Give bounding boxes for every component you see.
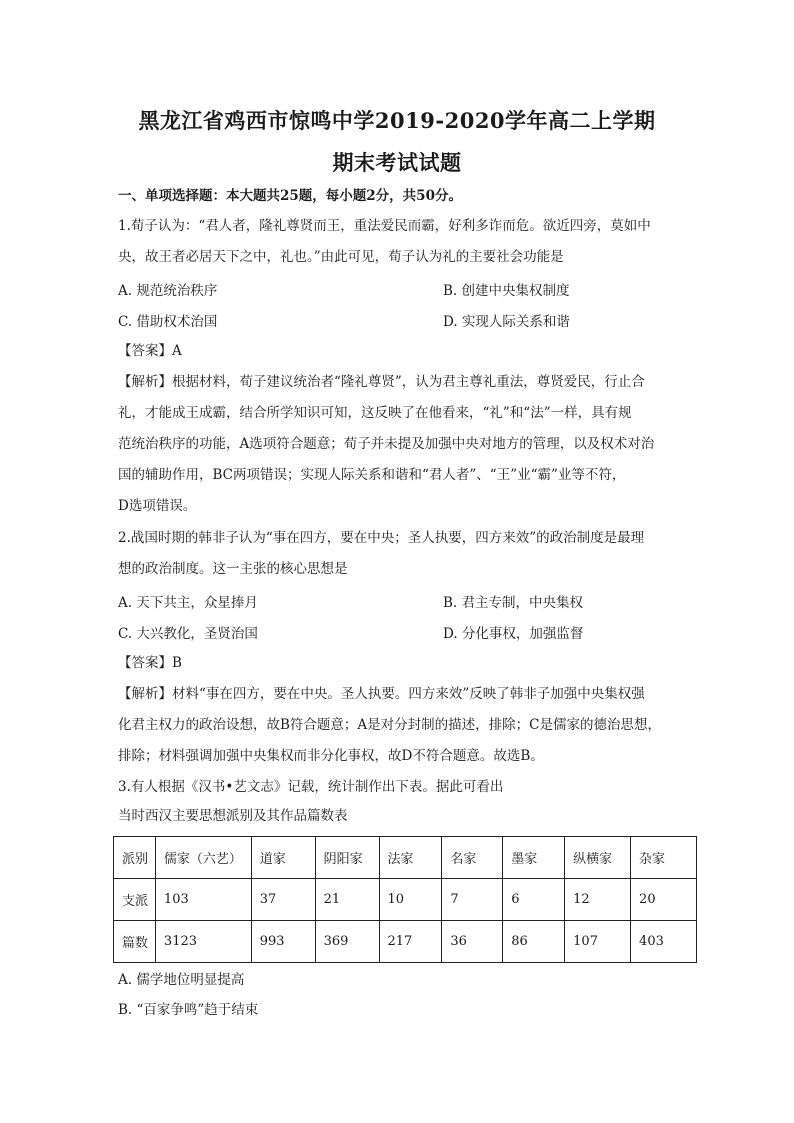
table-cell: 37 [251, 879, 315, 921]
q3-option-b: B. “百家争鸣”趋于结束 [118, 1002, 259, 1018]
q3-table-caption: 当时西汉主要思想派别及其作品篇数表 [118, 808, 348, 824]
table-cell: 阴阳家 [315, 837, 379, 879]
q2-answer: 【答案】B [118, 655, 182, 671]
q1-stem-line: 央，故王者必居天下之中，礼也。”由此可见，荀子认为礼的主要社会功能是 [118, 249, 564, 265]
table-cell: 10 [379, 879, 442, 921]
table-cell: 6 [503, 879, 565, 921]
table-cell: 369 [315, 921, 379, 963]
table-cell: 法家 [379, 837, 442, 879]
q3-stem: 3.有人根据《汉书•艺文志》记载，统计制作出下表。据此可看出 [118, 779, 504, 795]
table-cell: 20 [631, 879, 697, 921]
q1-option-c: C. 借助权术治国 [118, 314, 218, 330]
table-cell: 纵横家 [565, 837, 631, 879]
table-cell: 墨家 [503, 837, 565, 879]
q2-stem-line: 2.战国时期的韩非子认为“事在四方，要在中央；圣人执要，四方来效”的政治制度是最理 [118, 530, 645, 546]
q2-option-c: C. 大兴教化，圣贤治国 [118, 626, 258, 642]
table-cell: 21 [315, 879, 379, 921]
table-cell: 支派 [114, 879, 156, 921]
table-cell: 403 [631, 921, 697, 963]
table-cell: 杂家 [631, 837, 697, 879]
table-cell: 86 [503, 921, 565, 963]
q2-analysis-line: 【解析】材料“事在四方，要在中央。圣人执要。四方来效”反映了韩非子加强中央集权强 [118, 686, 645, 702]
table-header-row [114, 837, 697, 879]
q1-analysis-line: 范统治秩序的功能，A选项符合题意；荀子并未提及加强中央对地方的管理，以及权术对治 [118, 436, 655, 452]
table-cell: 名家 [442, 837, 503, 879]
table-cell: 12 [565, 879, 631, 921]
q1-option-b: B. 创建中央集权制度 [443, 283, 570, 299]
q2-stem-line: 想的政治制度。这一主张的核心思想是 [118, 561, 348, 577]
exam-title-line1: 黑龙江省鸡西市惊鸣中学2019-2020学年高二上学期 [138, 108, 656, 133]
exam-title-line2: 期末考试试题 [332, 150, 462, 175]
q2-analysis-line: 排除；材料强调加强中央集权而非分化事权，故D不符合题意。故选B。 [118, 748, 544, 764]
q1-analysis-line: D选项错误。 [118, 498, 197, 514]
table-cell: 107 [565, 921, 631, 963]
q2-option-b: B. 君主专制，中央集权 [443, 595, 584, 611]
q1-option-a: A. 规范统治秩序 [118, 283, 218, 299]
table-row [114, 921, 697, 963]
table-cell: 217 [379, 921, 442, 963]
q1-option-d: D. 实现人际关系和谐 [443, 314, 570, 330]
table-cell: 993 [251, 921, 315, 963]
q1-analysis-line: 国的辅助作用，BC两项错误；实现人际关系和谐和“君人者”、“王”业“霸”业等不符， [118, 467, 626, 483]
table-cell: 36 [442, 921, 503, 963]
q1-answer: 【答案】A [118, 343, 182, 359]
q1-stem-line: 1.荀子认为：“君人者，隆礼尊贤而王，重法爱民而霸，好利多诈而危。欲近四旁，莫如中 [118, 218, 651, 234]
section-heading: 一、单项选择题：本大题共25题，每小题2分，共50分。 [118, 188, 462, 204]
q2-option-a: A. 天下共主，众星捧月 [118, 595, 258, 611]
table-cell: 103 [155, 879, 251, 921]
q3-option-a: A. 儒学地位明显提高 [118, 972, 245, 988]
q1-analysis-line: 礼，才能成王成霸，结合所学知识可知，这反映了在他看来，“礼”和“法”一样，具有规 [118, 405, 632, 421]
table-cell: 篇数 [114, 921, 156, 963]
table-cell: 3123 [155, 921, 251, 963]
q1-analysis-line: 【解析】根据材料，荀子建议统治者“隆礼尊贤”，认为君主尊礼重法，尊贤爱民，行止合 [118, 374, 645, 390]
q2-option-d: D. 分化事权，加强监督 [443, 626, 584, 642]
table-cell: 道家 [251, 837, 315, 879]
table-row [114, 879, 697, 921]
q3-data-table [113, 836, 697, 963]
table-cell: 儒家（六艺） [155, 837, 251, 879]
q2-analysis-line: 化君主权力的政治设想，故B符合题意；A是对分封制的描述，排除；C是儒家的德治思想， [118, 717, 661, 733]
table-cell: 派别 [114, 837, 156, 879]
table-cell: 7 [442, 879, 503, 921]
